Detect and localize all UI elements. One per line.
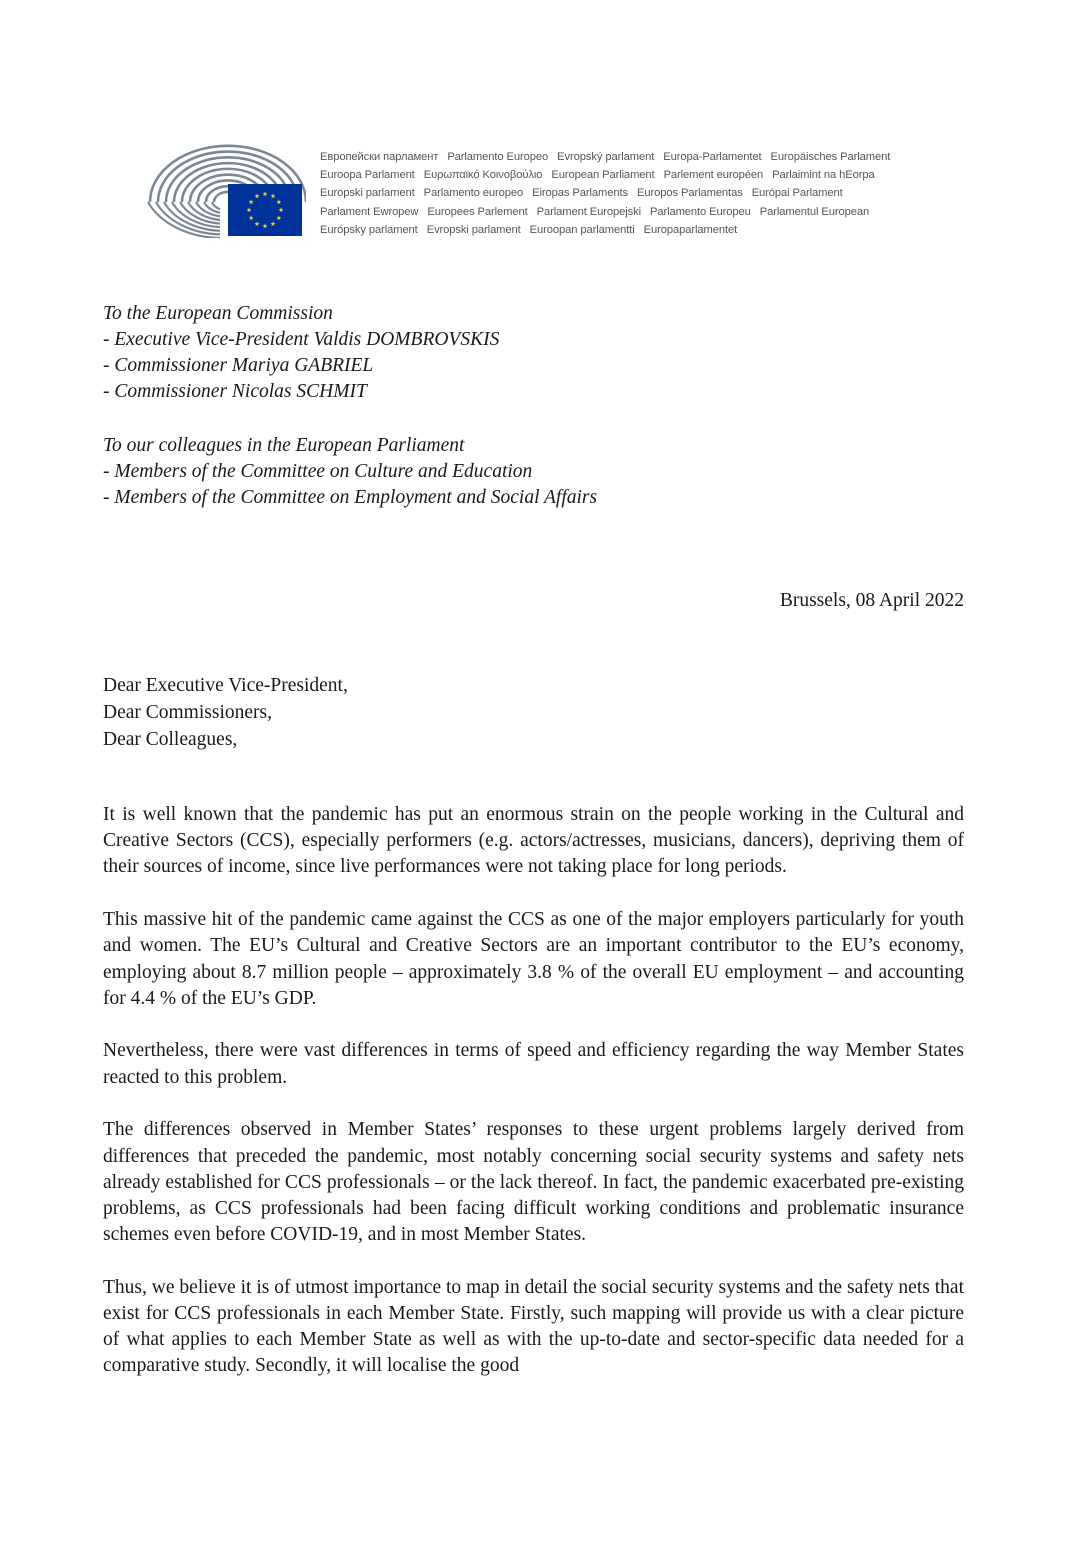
- parliament-name: Европейски парламент: [320, 151, 439, 163]
- parliament-name: Parlamento europeo: [423, 187, 524, 200]
- parliament-name: Europski parlament: [320, 187, 415, 200]
- parliament-names-block: [320, 148, 960, 239]
- salutation-line: Dear Executive Vice-President,: [103, 675, 348, 696]
- addressee-line: - Commissioner Nicolas SCHMIT: [103, 381, 367, 402]
- parliament-name: Eiropas Parlaments: [532, 187, 628, 200]
- parliament-name: Evropský parlament: [557, 151, 655, 163]
- parliament-name: Europees Parlement: [427, 205, 528, 218]
- parliament-names-row: [320, 166, 960, 184]
- parliament-name: Europäisches Parlament: [770, 151, 891, 163]
- parliament-name: Europos Parlamentas: [637, 187, 743, 200]
- addressee-line: - Executive Vice-President Valdis DOMBROVSKIS: [103, 329, 500, 350]
- body-paragraph: It is well known that the pandemic has put an enormous strain on the people working in the Cultural and Creative Sectors (CCS), especially performers (e.g. actors/actresses, musicians, dancers), depriving them of their sources of income, since live performances were not taking place for long periods.: [103, 804, 964, 878]
- body-paragraph: Thus, we believe it is of utmost importance to map in detail the social security systems and the safety nets that exist for CCS professionals in each Member State. Firstly, such mapping will provide us with a clear picture of what applies to each Member State as well as with the up-to-date and sector-specific data needed for a comparative study. Secondly, it will localise the good: [103, 1276, 964, 1377]
- parliament-name: Parlement européen: [663, 169, 764, 182]
- addressee-line: To the European Commission: [103, 303, 333, 324]
- parliament-name: Parlament Europejski: [536, 205, 641, 218]
- addressee-block-parliament: [103, 433, 597, 511]
- parliament-name: Parlament Ewropew: [320, 205, 419, 218]
- parliament-names-row: [320, 221, 960, 239]
- parliament-name: Európai Parlament: [751, 187, 843, 200]
- parliament-name: Europa-Parlamentet: [663, 151, 762, 163]
- parliament-names-row: [320, 203, 960, 221]
- parliament-name: Evropski parlament: [426, 223, 521, 236]
- addressee-line: To our colleagues in the European Parliament: [103, 435, 465, 456]
- parliament-name: Parlamento Europeo: [447, 151, 549, 163]
- body-paragraph: This massive hit of the pandemic came against the CCS as one of the major employers particularly for youth and women. The EU’s Cultural and Creative Sectors are an important contributor to the EU’s economy, employing about 8.7 million people – approximately 3.8 % of the overall EU employment – and accounting for 4.4 % of the EU’s GDP.: [103, 909, 964, 1009]
- parliament-name: Euroopan parlamentti: [529, 223, 635, 236]
- parliament-names-row: [320, 184, 960, 202]
- addressee-block-commission: [103, 301, 499, 405]
- body-paragraph: The differences observed in Member States’ responses to these urgent problems largely derived from differences that preceded the pandemic, most notably concerning social security systems and safety nets already established for CCS professionals – or the lack thereof. In fact, the pandemic exacerbated pre-existing problems, as CCS professionals had been facing difficult working conditions and problematic insurance schemes even before COVID-19, and in most Member States.: [103, 1119, 964, 1246]
- addressee-line: - Members of the Committee on Employment and Social Affairs: [103, 487, 598, 508]
- date-line: Brussels, 08 April 2022: [779, 590, 964, 611]
- european-parliament-logo-icon: [136, 142, 306, 238]
- parliament-name: Euroopa Parlament: [320, 169, 415, 182]
- parliament-names-row: [320, 148, 960, 166]
- addressee-line: - Members of the Committee on Culture and Education: [103, 461, 533, 482]
- parliament-name: Parlamento Europeu: [649, 205, 751, 218]
- parliament-name: Europaparlamentet: [643, 223, 738, 236]
- parliament-name: Ευρωπαϊκό Κοινοβούλιο: [423, 169, 543, 182]
- body-paragraph: Nevertheless, there were vast differences in terms of speed and efficiency regarding the way Member States reacted to this problem.: [103, 1040, 964, 1088]
- salutation-block: [103, 672, 348, 753]
- salutation-line: Dear Commissioners,: [103, 702, 272, 723]
- addressee-line: - Commissioner Mariya GABRIEL: [103, 355, 374, 376]
- parliament-name: Parlamentul European: [759, 205, 870, 218]
- parliament-name: Parlaimint na hEorpa: [772, 169, 875, 182]
- letterhead: [136, 138, 936, 238]
- parliament-name: European Parliament: [551, 169, 655, 182]
- parliament-name: Európsky parlament: [320, 223, 418, 236]
- letter-body: [103, 802, 964, 1406]
- salutation-line: Dear Colleagues,: [103, 729, 238, 750]
